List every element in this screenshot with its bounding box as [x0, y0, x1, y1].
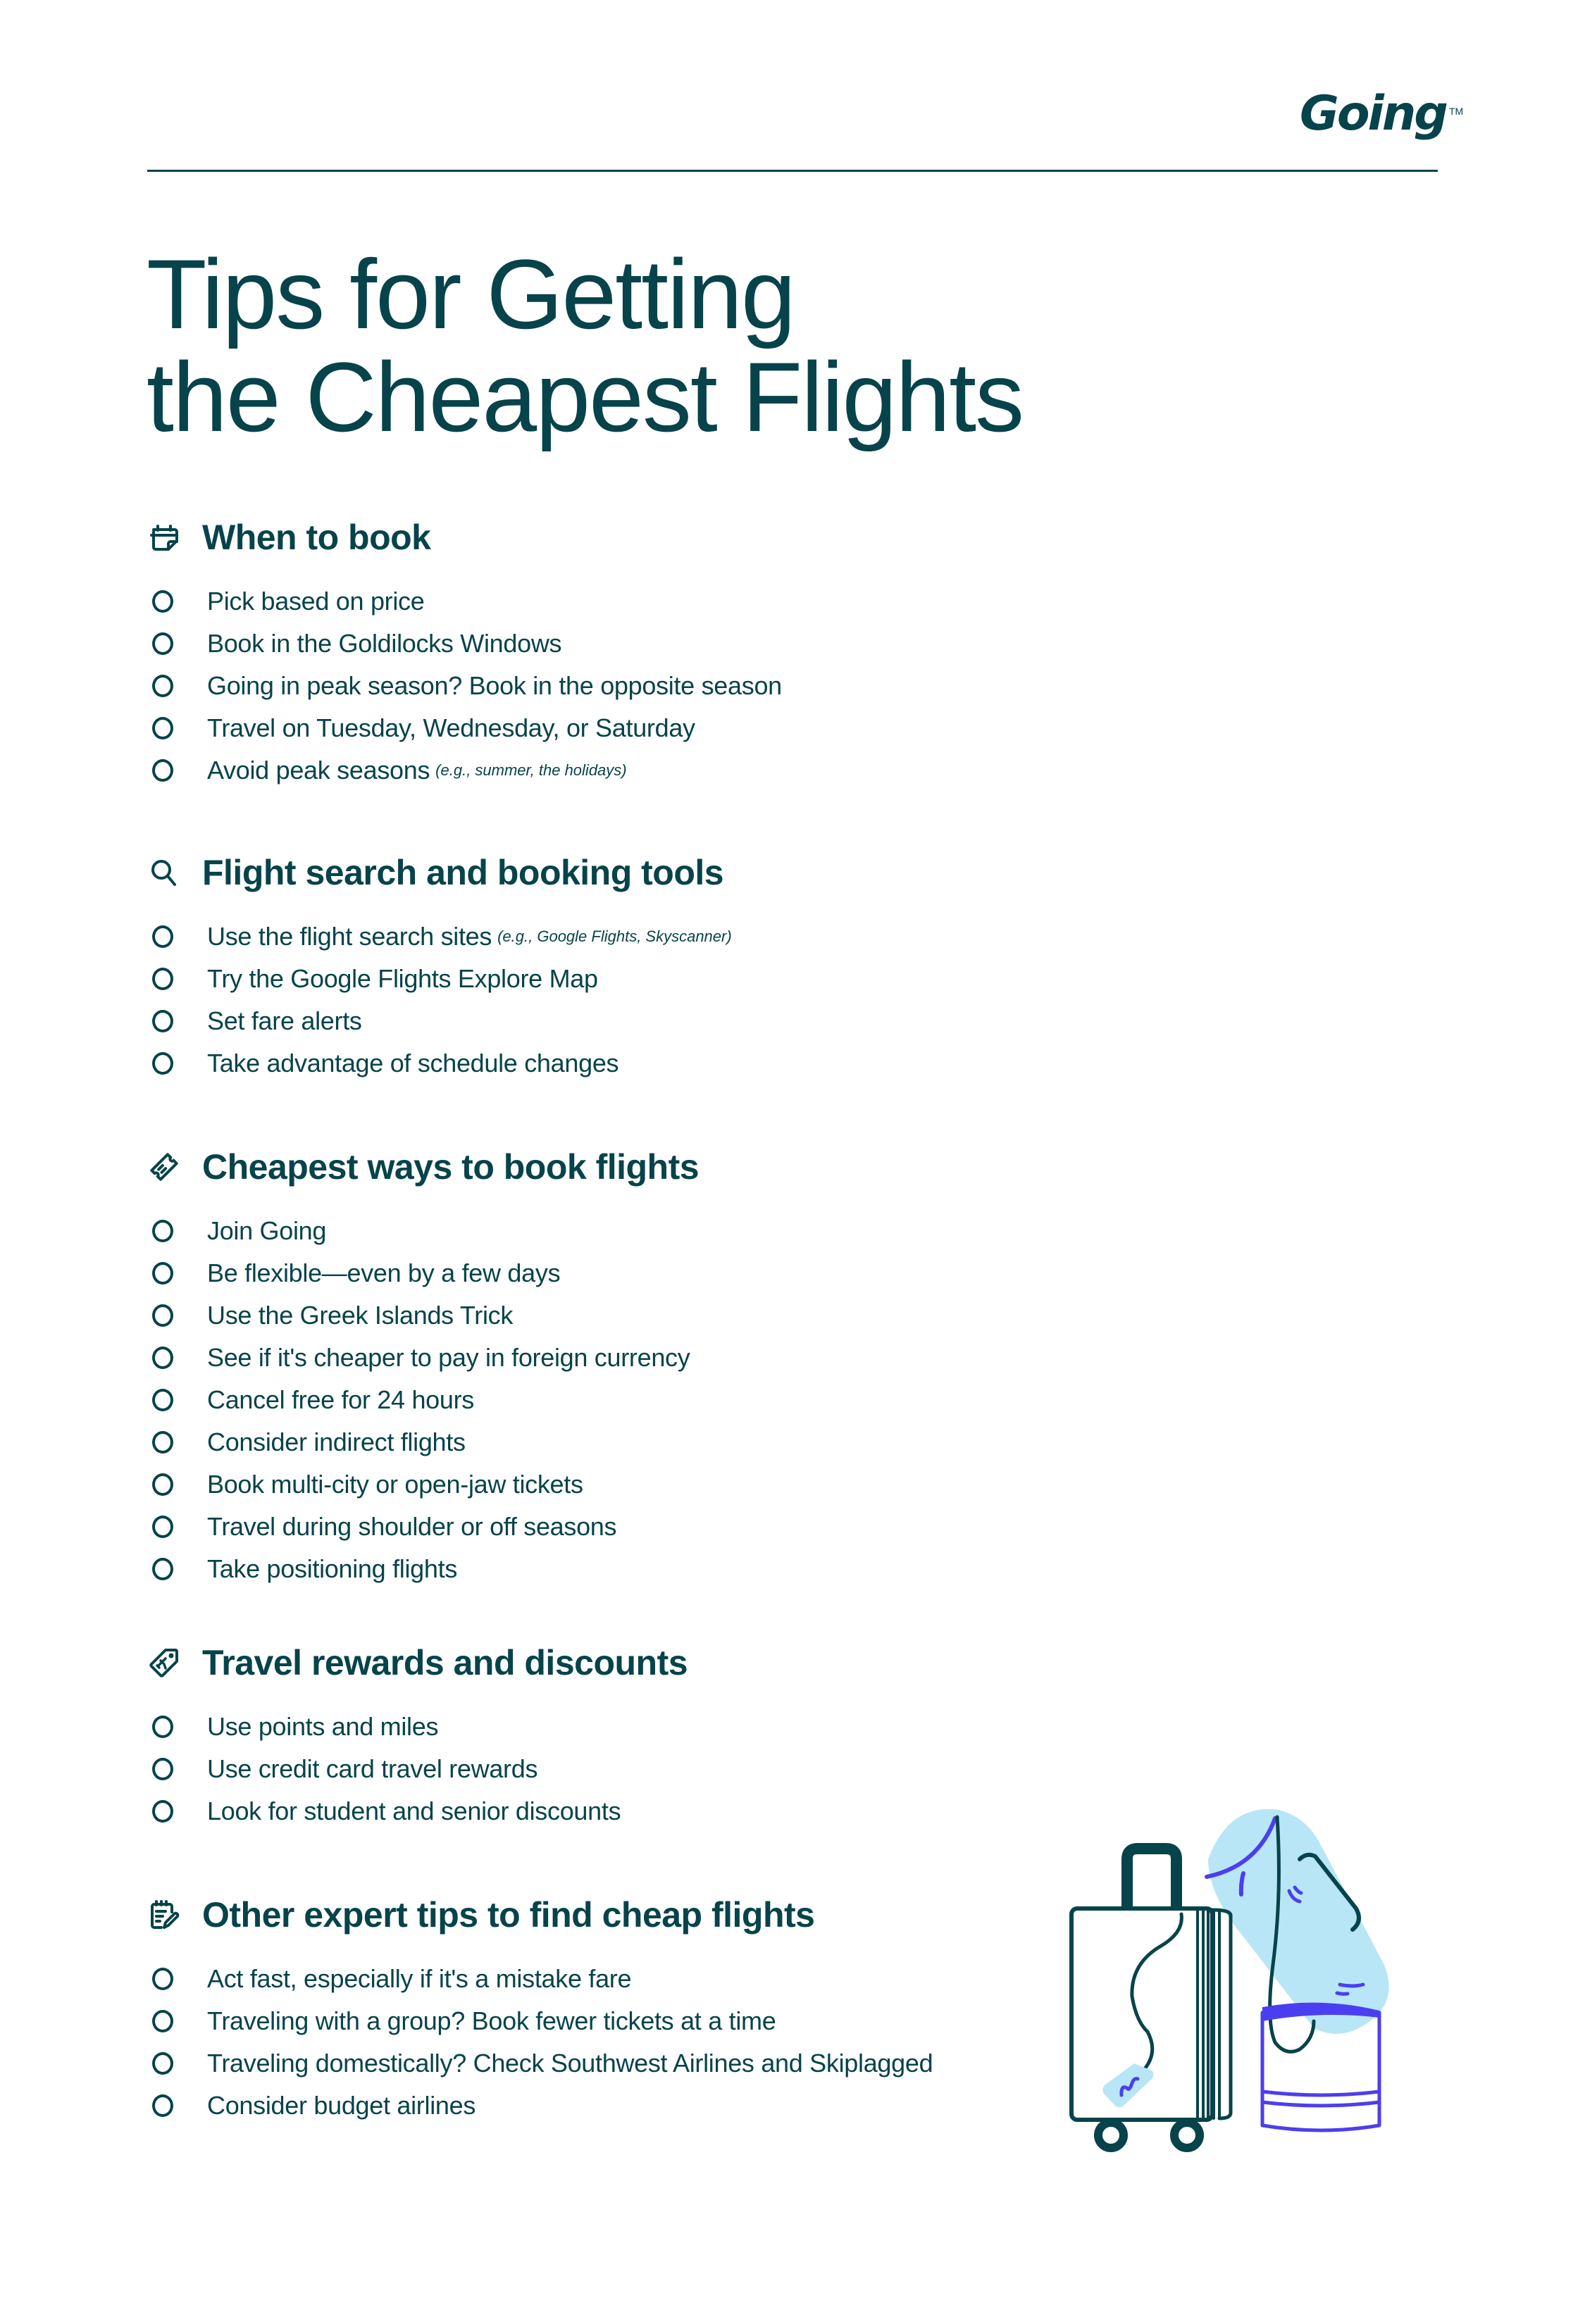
item-note: (e.g., Google Flights, Skyscanner)	[497, 927, 732, 945]
checklist-item	[147, 1706, 688, 1748]
plane-tag-icon	[149, 1647, 180, 1678]
item-text: Look for student and senior discounts	[207, 1797, 621, 1825]
checkbox[interactable]	[152, 590, 173, 613]
item-text: Going in peak season? Book in the opposite season	[207, 671, 782, 700]
checkbox[interactable]	[152, 1431, 173, 1454]
title-line-2: the Cheapest Flights	[147, 342, 1024, 452]
logo-trademark: TM	[1448, 106, 1464, 117]
suitcase-icon	[1071, 1849, 1231, 2148]
checklist-item	[147, 665, 782, 707]
item-text: Avoid peak seasons	[207, 756, 430, 785]
item-text: Travel on Tuesday, Wednesday, or Saturday	[207, 713, 695, 742]
checklist-item	[147, 2042, 933, 2085]
checkbox[interactable]	[152, 1968, 173, 1990]
checklist-item	[147, 1790, 688, 1832]
item-text: Take positioning flights	[207, 1554, 458, 1583]
section-header	[147, 848, 732, 897]
checklist	[147, 580, 782, 792]
item-text: Act fast, especially if it's a mistake fare	[207, 1964, 632, 1993]
item-text: Book multi-city or open-jaw tickets	[207, 1470, 583, 1499]
section-title: Other expert tips to find cheap flights	[202, 1895, 815, 1935]
checklist-item	[147, 916, 732, 958]
checklist-item	[147, 1421, 699, 1463]
item-text: Pick based on price	[207, 587, 425, 616]
item-text: Be flexible—even by a few days	[207, 1258, 561, 1287]
checklist-item	[147, 1210, 699, 1252]
checkbox[interactable]	[152, 632, 173, 655]
item-text: Use the Greek Islands Trick	[207, 1301, 514, 1330]
checkbox[interactable]	[152, 1052, 173, 1075]
item-note: (e.g., summer, the holidays)	[435, 761, 627, 779]
item-text: Cancel free for 24 hours	[207, 1385, 475, 1414]
checkbox[interactable]	[152, 1473, 173, 1496]
checkbox[interactable]	[152, 1758, 173, 1780]
checklist	[147, 916, 732, 1085]
section-title: Travel rewards and discounts	[202, 1643, 688, 1682]
section-header	[147, 1142, 699, 1192]
checkbox[interactable]	[152, 675, 173, 697]
checkbox[interactable]	[152, 1220, 173, 1242]
checkbox[interactable]	[152, 925, 173, 948]
title-line-1: Tips for Getting	[147, 239, 795, 349]
checklist-item	[147, 958, 732, 1000]
checklist-item	[147, 1506, 699, 1548]
checkbox[interactable]	[152, 1010, 173, 1032]
item-text: Consider indirect flights	[207, 1427, 466, 1456]
section-title: Cheapest ways to book flights	[202, 1147, 700, 1187]
item-text: Traveling with a group? Book fewer tickets at a time	[207, 2006, 776, 2035]
checklist-item	[147, 1958, 933, 2000]
checklist-item	[147, 580, 782, 623]
checklist-item	[147, 1042, 732, 1085]
item-text: See if it's cheaper to pay in foreign currency	[207, 1343, 690, 1372]
checklist	[147, 1958, 933, 2127]
section-other-expert-tips	[147, 1890, 933, 2127]
section-travel-rewards	[147, 1638, 688, 1832]
section-title: When to book	[202, 518, 431, 557]
checkbox[interactable]	[152, 2010, 173, 2032]
checkbox[interactable]	[152, 2094, 173, 2117]
checkbox[interactable]	[152, 2052, 173, 2075]
checklist-item	[147, 1000, 732, 1042]
checklist-item	[147, 1748, 688, 1790]
item-text: Use points and miles	[207, 1712, 439, 1741]
logo-text: Going	[1300, 86, 1446, 142]
section-header	[147, 1638, 688, 1687]
checkbox[interactable]	[152, 1262, 173, 1285]
checklist-item	[147, 2085, 933, 2127]
checkbox[interactable]	[152, 717, 173, 739]
section-title: Flight search and booking tools	[202, 853, 724, 892]
checklist	[147, 1706, 688, 1832]
checklist-item	[147, 1379, 699, 1421]
search-icon	[149, 857, 180, 888]
header-divider	[147, 170, 1438, 172]
item-text: Try the Google Flights Explore Map	[207, 964, 598, 993]
checkbox[interactable]	[152, 759, 173, 782]
checklist-item	[147, 1463, 699, 1506]
notepad-pencil-icon	[149, 1899, 180, 1930]
section-flight-search-tools	[147, 848, 732, 1085]
item-text: Take advantage of schedule changes	[207, 1049, 619, 1077]
item-text: Traveling domestically? Check Southwest Airlines and Skiplagged	[207, 2049, 933, 2078]
checklist-item	[147, 1252, 699, 1294]
item-text: Consider budget airlines	[207, 2091, 476, 2120]
section-cheapest-ways	[147, 1142, 699, 1590]
item-text: Use credit card travel rewards	[207, 1754, 538, 1783]
checkbox[interactable]	[152, 1347, 173, 1369]
section-when-to-book	[147, 513, 782, 792]
checkbox[interactable]	[152, 1800, 173, 1823]
going-logo	[1300, 86, 1464, 142]
checklist-item	[147, 1548, 699, 1590]
checklist-item	[147, 749, 782, 792]
item-text: Set fare alerts	[207, 1006, 362, 1035]
checkbox[interactable]	[152, 1389, 173, 1411]
checklist-item	[147, 2000, 933, 2042]
checklist	[147, 1210, 699, 1590]
checklist-item	[147, 707, 782, 749]
item-text: Travel during shoulder or off seasons	[207, 1512, 617, 1541]
checkbox[interactable]	[152, 1558, 173, 1580]
calendar-icon	[149, 522, 180, 553]
section-header	[147, 513, 782, 562]
item-text: Book in the Goldilocks Windows	[207, 629, 562, 658]
ticket-icon	[149, 1151, 180, 1182]
luggage-illustration	[1053, 1789, 1448, 2155]
checklist-item	[147, 1337, 699, 1379]
checkbox[interactable]	[152, 1304, 173, 1327]
checklist-item	[147, 623, 782, 665]
checkbox[interactable]	[152, 1716, 173, 1738]
checkbox[interactable]	[152, 968, 173, 990]
page-title	[147, 239, 1024, 452]
item-text: Use the flight search sites	[207, 922, 492, 951]
section-header	[147, 1890, 933, 1939]
checklist-item	[147, 1294, 699, 1337]
item-text: Join Going	[207, 1216, 327, 1245]
checkbox[interactable]	[152, 1516, 173, 1538]
